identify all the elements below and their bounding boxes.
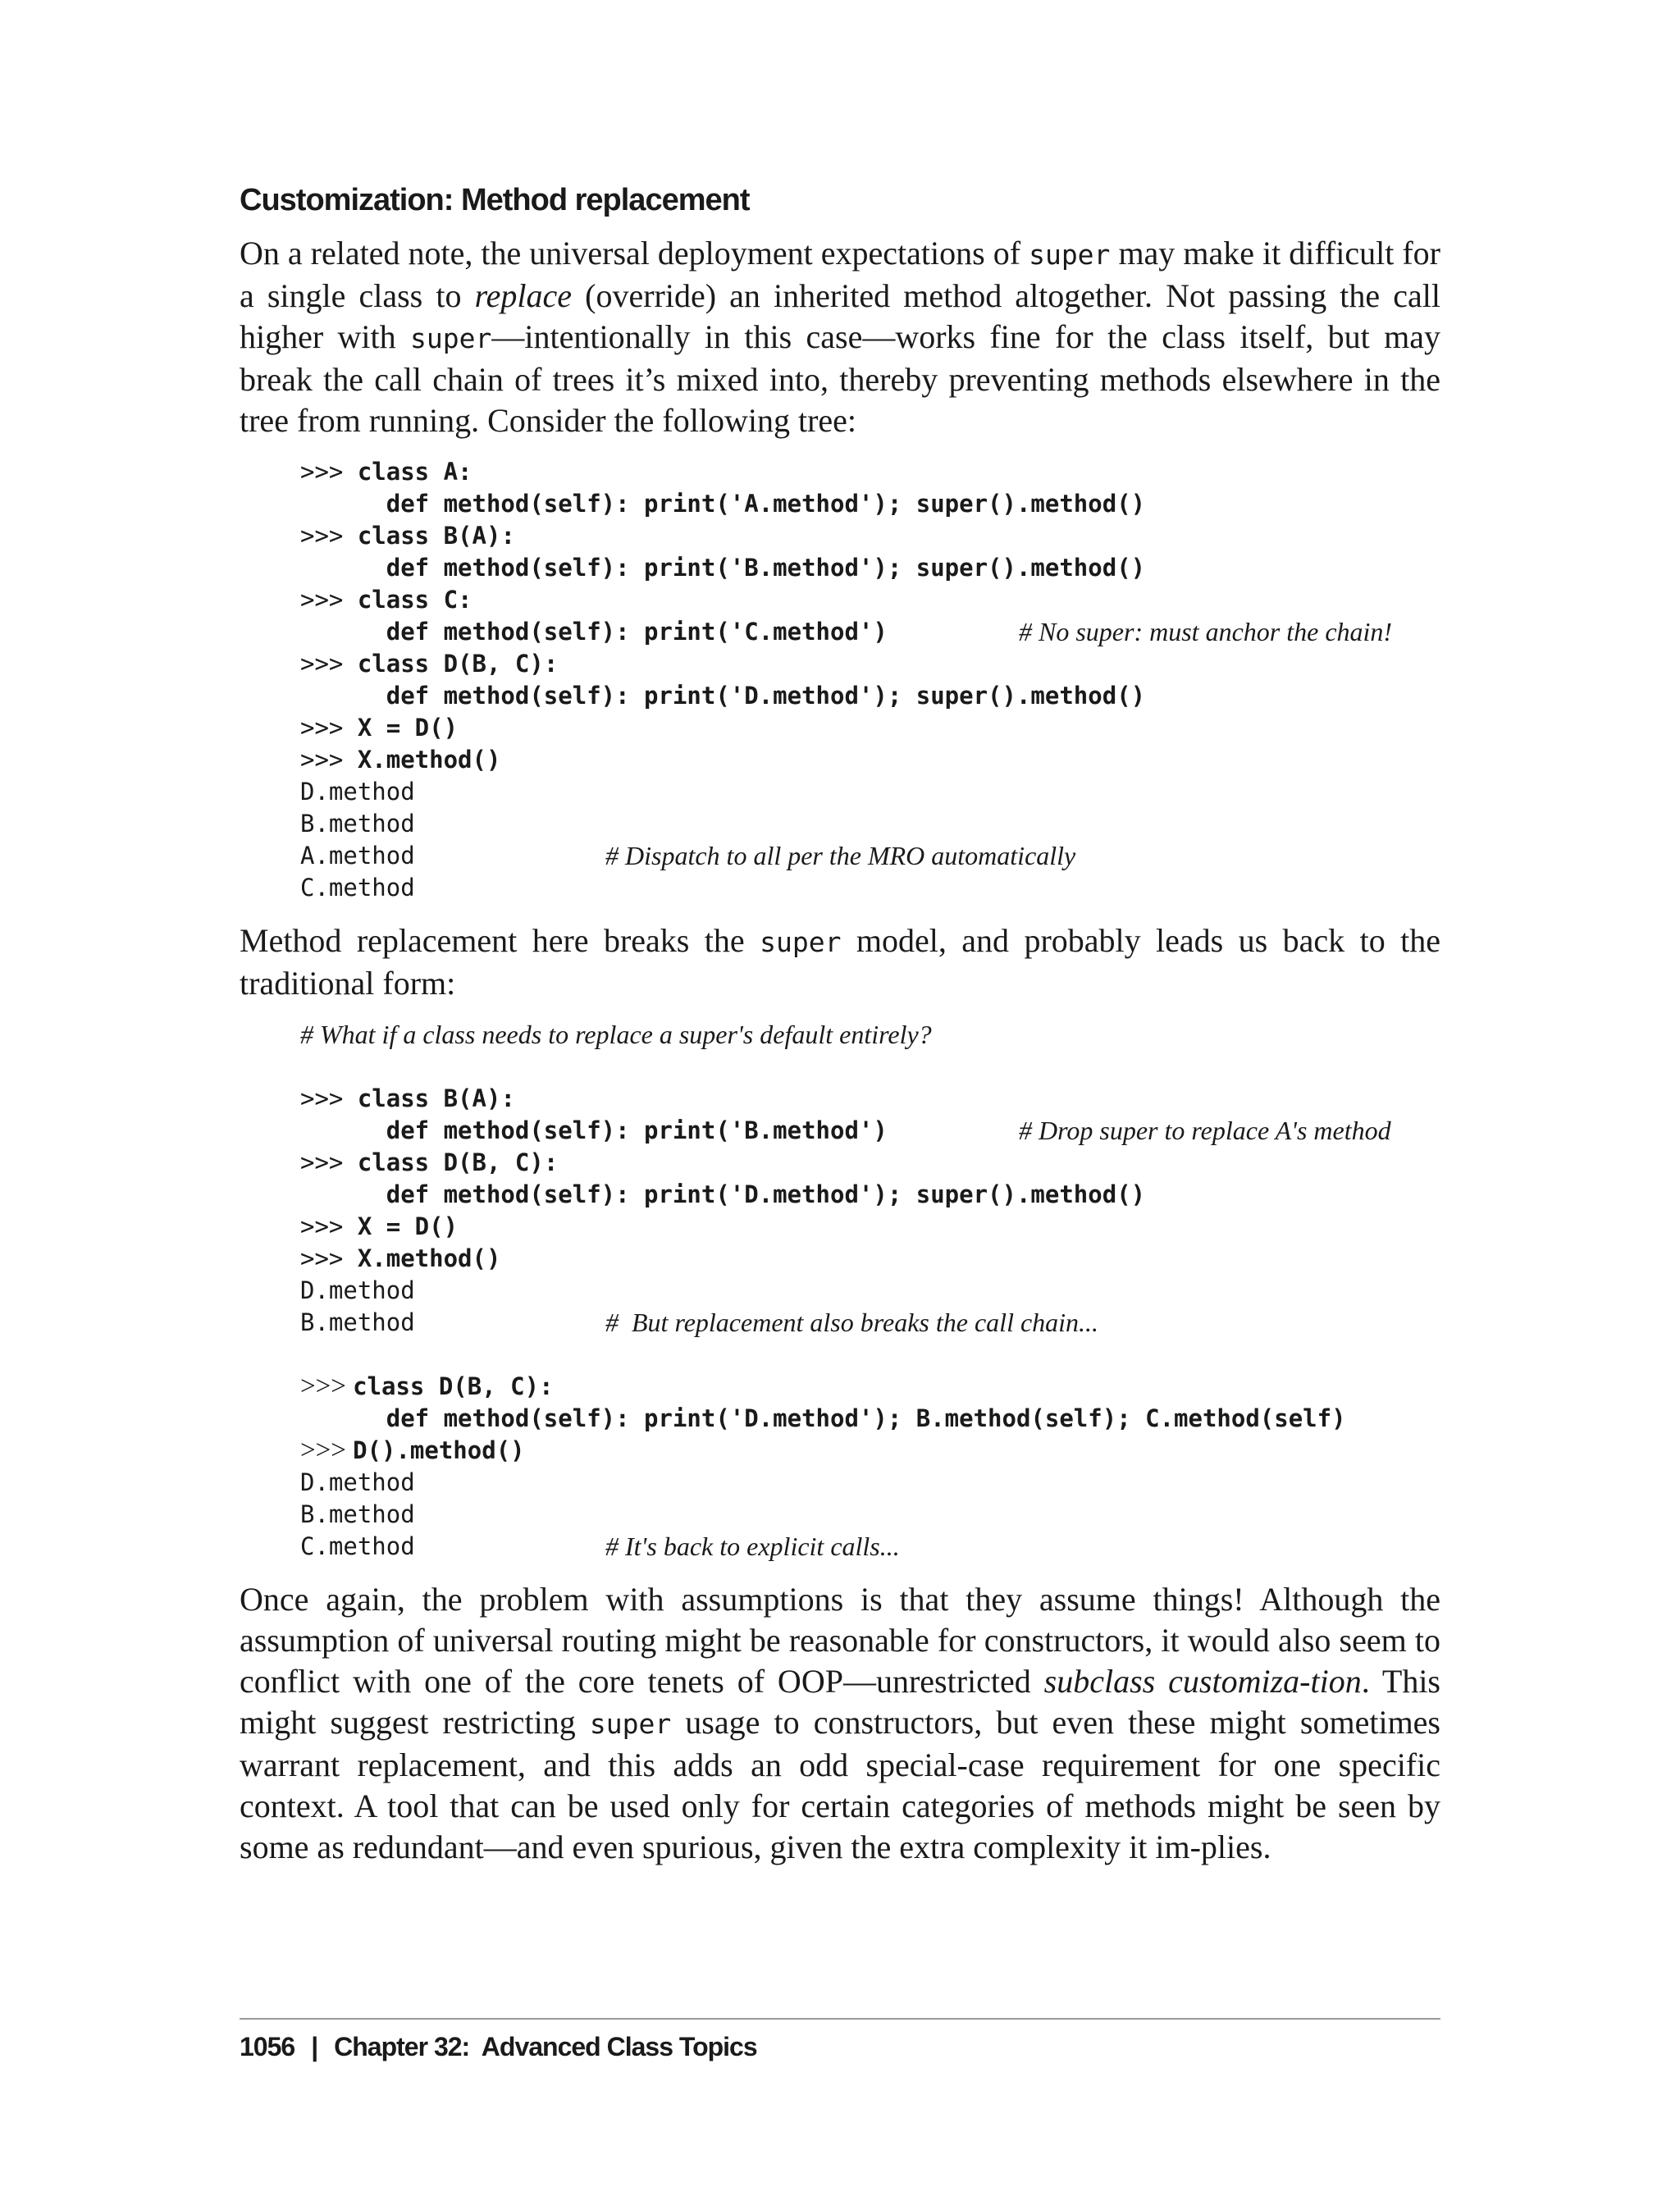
code-line: def method(self): print('B.method'); super().method() (300, 554, 1146, 582)
code-line: >>> class A: (300, 458, 472, 486)
code-line: >>> class D(B, C): (300, 1372, 554, 1401)
code-comment: # Dispatch to all per the MRO automatically (605, 841, 1076, 870)
text-span: . This might suggest restricting (240, 1663, 1441, 1741)
section-heading: Customization: Method replacement (240, 183, 750, 217)
inline-code: super (1029, 239, 1111, 271)
code-line: def method(self): print('C.method') # No super: must anchor the chain! (300, 617, 1393, 646)
emphasis: subclass customiza-tion (1043, 1663, 1362, 1700)
paragraph-conclusion (240, 1579, 1440, 1868)
output-line: B.method (300, 1500, 415, 1528)
code-comment: # No super: must anchor the chain! (1019, 617, 1393, 646)
output-line: B.method (300, 810, 415, 838)
page-number: 1056 (240, 2032, 295, 2061)
text-span: may make it difficult for a single class to (240, 235, 1440, 314)
code-line: >>> X = D() (300, 1212, 459, 1240)
inline-code: super (760, 926, 842, 958)
chapter-title: Chapter 32: Advanced Class Topics (334, 2032, 757, 2061)
page-content (240, 177, 1440, 1868)
paragraph-replacement (240, 920, 1440, 1004)
output-line: C.method (300, 874, 415, 902)
code-line: def method(self): print('D.method'); B.method(self); C.method(self) (300, 1404, 1346, 1432)
blank-line (300, 1339, 1440, 1371)
code-line: >>> class B(A): (300, 522, 515, 550)
code-comment: # Drop super to replace A's method (1019, 1116, 1391, 1145)
code-block-tree (300, 456, 1440, 904)
text-span: model, and probably leads us back to the traditional form: (240, 922, 1441, 1002)
inline-code: super (410, 322, 492, 354)
code-line: def method(self): print('D.method'); super().method() (300, 1180, 1146, 1208)
blank-line (300, 1051, 1440, 1083)
code-line: >>> class B(A): (300, 1084, 515, 1112)
output-line: D.method (300, 778, 415, 806)
text-span: Once again, the problem with assumptions is that they assume things! Although the assumption of universal routing might be reasonable for constructors, it would also seem to conflict with one of the core tenets of OOP—unrestricted (240, 1581, 1440, 1700)
output-line: D.method (300, 1276, 415, 1304)
text-span: Method replacement here breaks the (240, 922, 760, 959)
code-line: >>> class D(B, C): (300, 650, 559, 678)
paragraph-intro (240, 233, 1440, 441)
output-line: C.method # It's back to explicit calls... (300, 1532, 900, 1561)
code-line: def method(self): print('A.method'); super().method() (300, 490, 1146, 518)
code-line: >>> X.method() (300, 1244, 501, 1272)
code-comment: # What if a class needs to replace a super's default entirely? (300, 1020, 932, 1049)
output-line: D.method (300, 1468, 415, 1496)
output-line: A.method # Dispatch to all per the MRO automatically (300, 841, 1076, 870)
emphasis: replace (474, 277, 573, 314)
code-line: def method(self): print('D.method'); super().method() (300, 682, 1146, 710)
code-line: >>> X.method() (300, 746, 501, 774)
page-footer (240, 2026, 757, 2067)
text-span: On a related note, the universal deployment expectations of (240, 235, 1029, 272)
code-line: >>> class D(B, C): (300, 1148, 559, 1176)
code-line: def method(self): print('B.method') # Drop super to replace A's method (300, 1116, 1391, 1145)
code-line: >>> class C: (300, 586, 472, 614)
text-span: —intentionally in this case—works fine for the class itself, but may break the call chain of trees it’s mixed into, thereby preventing methods elsewhere in the tree from running. Consider the following tree: (240, 318, 1440, 439)
footer-separator: | (311, 2032, 318, 2061)
text-span: usage to constructors, but even these might sometimes warrant replacement, and this adds an odd special-case requirement for one specific context. A tool that can be used only for certain categories of methods might be seen by some as redundant—and even spurious, given the extra complexity it im-plies. (240, 1704, 1440, 1865)
code-comment: # It's back to explicit calls... (605, 1532, 900, 1561)
text-span: (override) an inherited method altogether. Not passing the call higher with (240, 277, 1441, 355)
code-comment: # But replacement also breaks the call chain... (605, 1308, 1099, 1337)
footer-divider (240, 2018, 1440, 2020)
code-line: >>> X = D() (300, 714, 459, 742)
code-line: >>> D().method() (300, 1436, 525, 1465)
code-block-replacement (300, 1019, 1440, 1563)
inline-code: super (589, 1708, 672, 1740)
output-line: B.method # But replacement also breaks the call chain... (300, 1308, 1099, 1337)
